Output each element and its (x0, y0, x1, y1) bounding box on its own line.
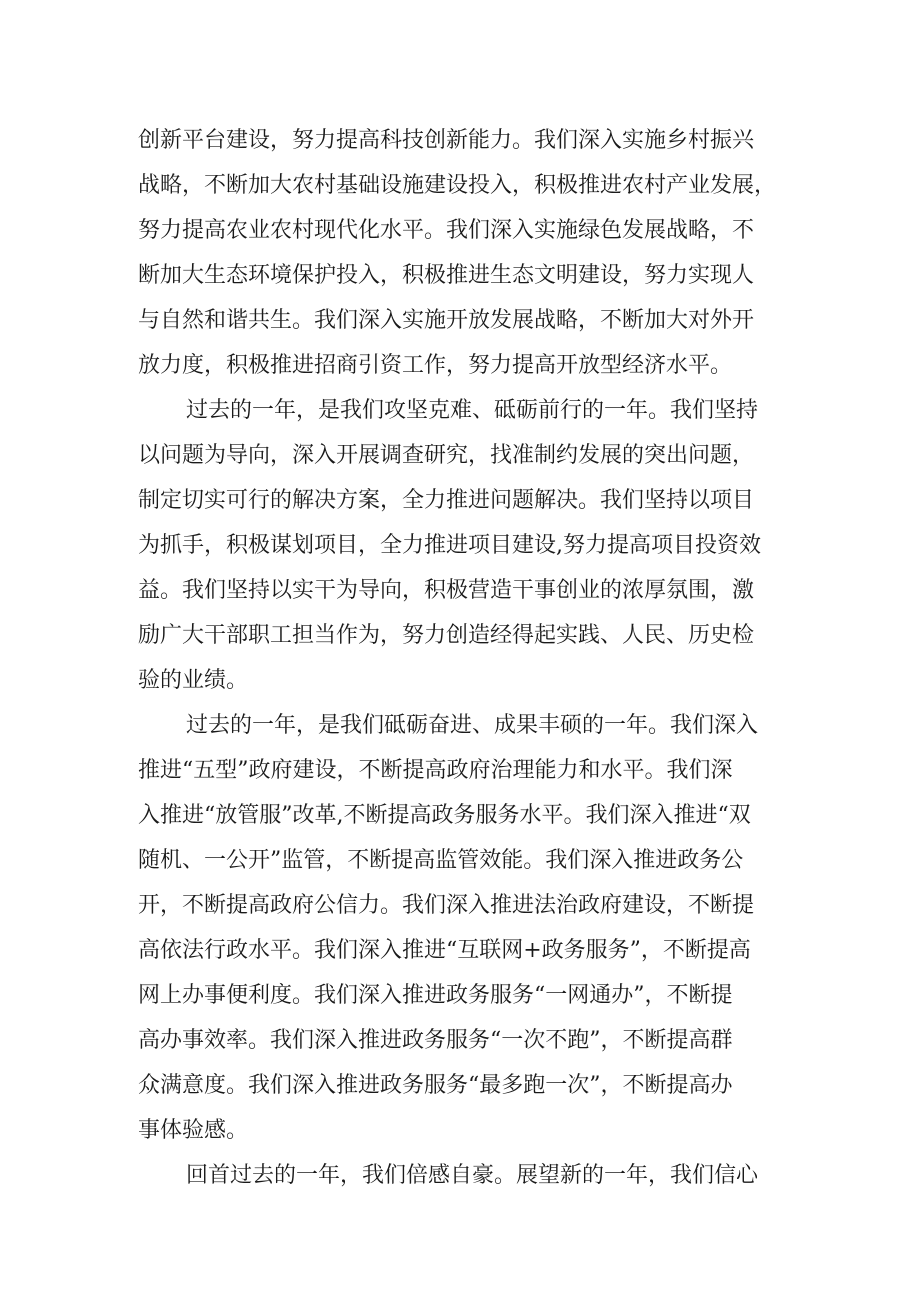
text-line: 开，不断提高政府公信力。我们深入推进法治政府建设，不断提 (138, 893, 755, 918)
text-line: 随机、一公开”监管，不断提高监管效能。我们深入推进政务公 (138, 848, 744, 873)
text-line: 益。我们坚持以实干为导向，积极营造干事创业的浓厚氛围，激 (138, 578, 755, 603)
text-line: 以问题为导向，深入开展调查研究，找准制约发展的突出问题， (138, 443, 755, 468)
text-line: 过去的一年，是我们攻坚克难、砥砺前行的一年。我们坚持 (186, 398, 759, 423)
text-line: 战略，不断加大农村基础设施建设投入，积极推进农村产业发展， (138, 173, 777, 198)
paragraph-1 (138, 118, 788, 388)
text-line: 推进“五型”政府建设，不断提高政府治理能力和水平。我们深 (138, 758, 733, 783)
text-line: 网上办事便利度。我们深入推进政务服务“一网通办”，不断提 (138, 983, 733, 1008)
text-line: 励广大干部职工担当作为，努力创造经得起实践、人民、历史检 (138, 623, 755, 648)
text-line: 与自然和谐共生。我们深入实施开放发展战略，不断加大对外开 (138, 308, 755, 333)
text-line: 努力提高农业农村现代化水平。我们深入实施绿色发展战略，不 (138, 218, 755, 243)
text-line: 过去的一年，是我们砥砺奋进、成果丰硕的一年。我们深入 (186, 713, 759, 738)
text-line: 入推进“放管服”改革,不断提高政务服务水平。我们深入推进“双 (138, 803, 751, 828)
text-line: 制定切实可行的解决方案，全力推进问题解决。我们坚持以项目 (138, 488, 755, 513)
paragraph-4 (138, 1153, 788, 1198)
text-line: 为抓手，积极谋划项目，全力推进项目建设,努力提高项目投资效 (138, 533, 761, 558)
text-line: 放力度，积极推进招商引资工作，努力提高开放型经济水平。 (138, 353, 733, 378)
text-line: 高依法行政水平。我们深入推进“互联网+政务服务”，不断提高 (138, 938, 751, 963)
text-line: 高办事效率。我们深入推进政务服务“一次不跑”，不断提高群 (138, 1028, 733, 1053)
text-line: 验的业绩。 (138, 668, 249, 693)
text-line: 回首过去的一年，我们倍感自豪。展望新的一年，我们信心 (186, 1163, 759, 1188)
text-line: 断加大生态环境保护投入，积极推进生态文明建设，努力实现人 (138, 263, 755, 288)
text-line: 众满意度。我们深入推进政务服务“最多跑一次”，不断提高办 (138, 1073, 733, 1098)
paragraph-3 (138, 703, 788, 1153)
text-line: 创新平台建设，努力提高科技创新能力。我们深入实施乡村振兴 (138, 128, 755, 153)
document-body (138, 118, 788, 1198)
paragraph-2 (138, 388, 788, 703)
text-line: 事体验感。 (138, 1118, 249, 1143)
